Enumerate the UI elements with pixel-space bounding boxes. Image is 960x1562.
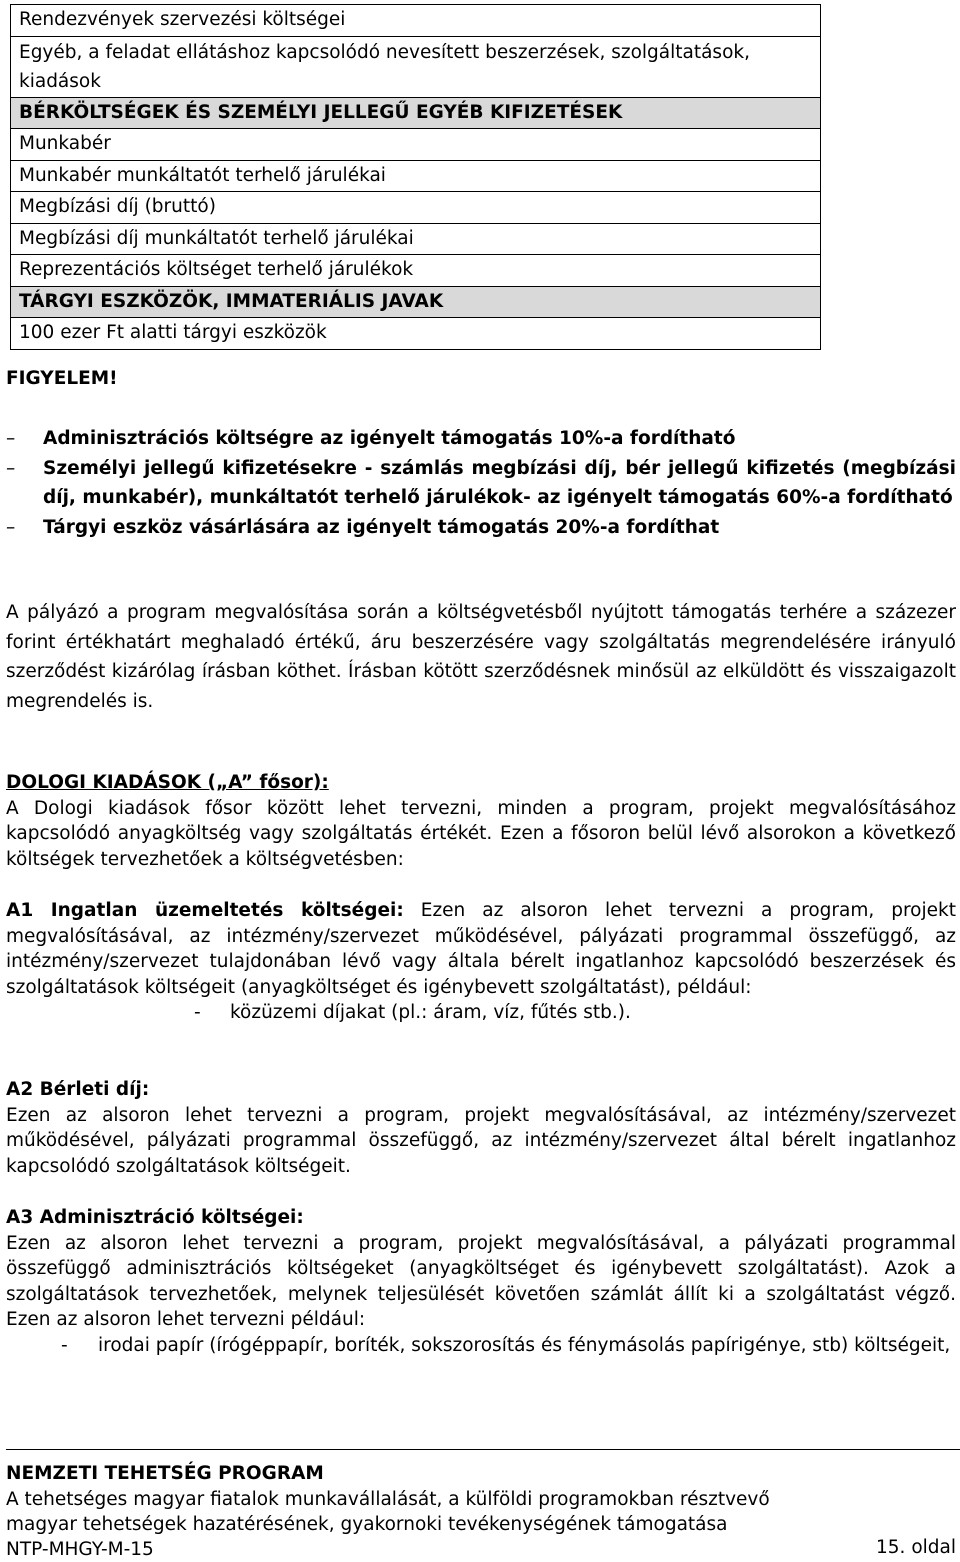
table-row	[11, 318, 821, 350]
table-row	[11, 192, 821, 224]
warning-item-text: Személyi jellegű kifizetésekre - számlás megbízási díj, bér jellegű kifizetés (megbízási díj, munkabér), munkáltatót terhelő járulékok- az igényelt támogatás 60%-a fordítható	[43, 457, 956, 508]
a3-item-text: irodai papír (írógéppapír, boríték, sokszorosítás és fénymásolás papírigénye, stb) költségeit,	[98, 1334, 951, 1356]
warning-title: FIGYELEM!	[6, 368, 118, 389]
a3-heading: A3 Adminisztráció költségei:	[6, 1207, 304, 1228]
dologi-heading: DOLOGI KIADÁSOK („A” fősor):	[6, 772, 329, 793]
bullet-dash: –	[6, 457, 16, 479]
warning-item	[6, 424, 956, 454]
a3-section	[6, 1205, 956, 1358]
a2-text: Ezen az alsoron lehet tervezni a program, projekt megvalósításával, az intézmény/szervezet működésével, pályázati programmal összefüggő, az intézmény/szervezet által bérelt ingatlanhoz kapcsolódó szolgáltatások költségeit.	[6, 1104, 956, 1177]
a3-text: Ezen az alsoron lehet tervezni a program, projekt megvalósításával, a pályázati programmal összefüggő adminisztrációs költségeket (anyagköltséget és igénybevett szolgáltatást). Azok a szolgáltatások tervezhetőek, melynek teljesülését követően számlát állít ki a szolgáltatást végző. Ezen az alsoron lehet tervezni például:	[6, 1232, 956, 1330]
dologi-section	[6, 770, 956, 872]
table-cell: Munkabér munkáltatót terhelő járulékai	[11, 160, 821, 192]
table-row	[11, 160, 821, 192]
warning-item	[6, 513, 956, 543]
table-cell: Egyéb, a feladat ellátáshoz kapcsolódó nevesített beszerzések, szolgáltatások, kiadások	[11, 36, 821, 97]
item-dash: -	[61, 1334, 68, 1356]
bullet-dash: –	[6, 428, 16, 449]
table-cell: Munkabér	[11, 129, 821, 161]
item-dash: -	[194, 1002, 201, 1023]
a1-text: Ezen az alsoron lehet tervezni a program, projekt megvalósításával, az intézmény/szervezet működésével, pályázati programmal összefüggő, az intézmény/szervezet tulajdonában lévő vagy általa bérelt ingatlanhoz kapcsolódó beszerzések és szolgáltatások költségeit (anyagköltséget és igénybevett szolgáltatást), például:	[6, 900, 956, 998]
a3-list-item	[6, 1333, 956, 1359]
page-number: 15. oldal	[876, 1537, 956, 1558]
footer-code: NTP-MHGY-M-15	[6, 1539, 154, 1560]
table-row	[11, 5, 821, 37]
bullet-dash: –	[6, 516, 16, 538]
footer-title: NEMZETI TEHETSÉG PROGRAM	[6, 1463, 324, 1484]
a1-item-text: közüzemi díjakat (pl.: áram, víz, fűtés stb.).	[230, 1002, 631, 1023]
table-cell: TÁRGYI ESZKÖZÖK, IMMATERIÁLIS JAVAK	[11, 286, 821, 318]
table-cell: Reprezentációs költséget terhelő járulékok	[11, 255, 821, 287]
table-row	[11, 223, 821, 255]
table-cell: Megbízási díj (bruttó)	[11, 192, 821, 224]
footer-divider	[6, 1449, 960, 1450]
a1-heading: A1 Ingatlan üzemeltetés költségei:	[6, 900, 404, 921]
table-cell: Megbízási díj munkáltatót terhelő járulékai	[11, 223, 821, 255]
table-cell: 100 ezer Ft alatti tárgyi eszközök	[11, 318, 821, 350]
footer-line-2: magyar tehetségek hazatérésének, gyakornoki tevékenységének támogatása	[6, 1514, 728, 1535]
a2-heading: A2 Bérleti díj:	[6, 1079, 150, 1100]
table-header-row	[11, 286, 821, 318]
dologi-text: A Dologi kiadások fősor között lehet tervezni, minden a program, projekt megvalósításához kapcsolódó anyagköltség vagy szolgáltatás értékét. Ezen a fősoron belül lévő alsorokon a következő költségek tervezhetőek a költségvetésben:	[6, 797, 956, 870]
warning-item	[6, 454, 956, 513]
table-row	[11, 255, 821, 287]
table-row	[11, 36, 821, 97]
warning-item-text: Adminisztrációs költségre az igényelt támogatás 10%-a fordítható	[43, 428, 736, 449]
table-row	[11, 129, 821, 161]
a1-list-item	[6, 1000, 956, 1026]
warning-item-text: Tárgyi eszköz vásárlására az igényelt támogatás 20%-a fordíthat	[43, 516, 720, 538]
budget-items-table	[10, 4, 821, 350]
a1-section	[6, 898, 956, 1026]
procurement-paragraph: A pályázó a program megvalósítása során a költségvetésből nyújtott támogatás terhére a százezer forint értékhatárt meghaladó értékű, áru beszerzésére vagy szolgáltatás megrendelésére irányuló szerződést kizárólag írásban köthet. Írásban kötött szerződésnek minősül az elküldött és visszaigazolt megrendelés is.	[6, 602, 956, 712]
table-cell: BÉRKÖLTSÉGEK ÉS SZEMÉLYI JELLEGŰ EGYÉB KIFIZETÉSEK	[11, 97, 821, 129]
footer-line-1: A tehetséges magyar fiatalok munkavállalását, a külföldi programokban résztvevő	[6, 1489, 770, 1510]
table-header-row	[11, 97, 821, 129]
table-cell: Rendezvények szervezési költségei	[11, 5, 821, 37]
a2-section	[6, 1077, 956, 1179]
warning-list	[6, 424, 956, 542]
